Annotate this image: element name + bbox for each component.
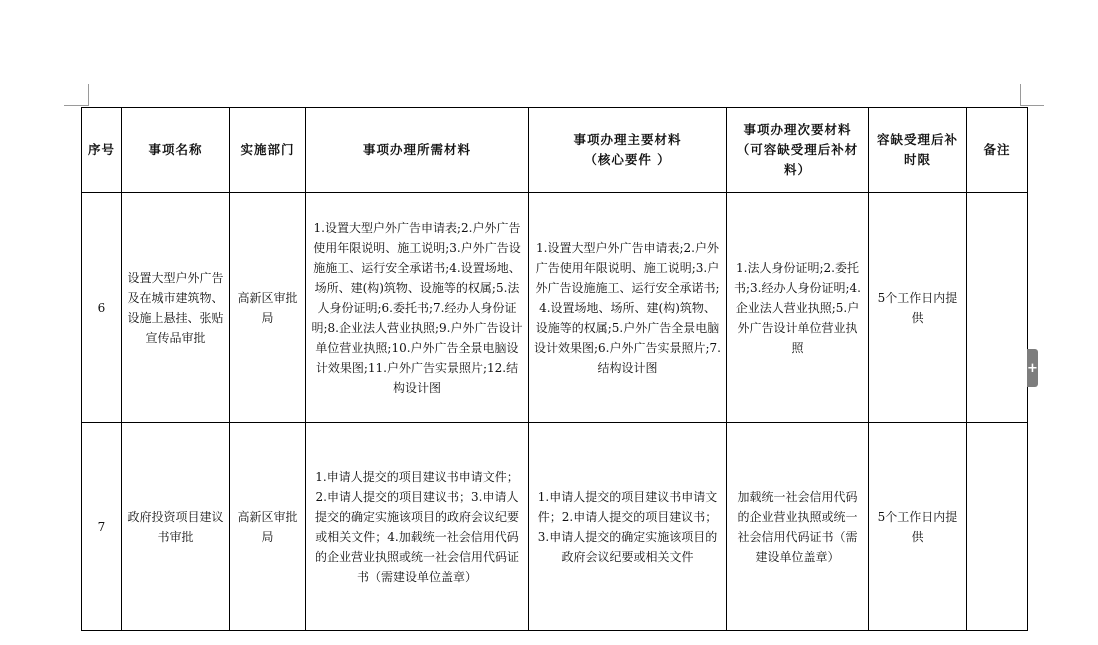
header-main-line1: 事项办理主要材料 xyxy=(573,132,682,147)
cell-dept: 高新区审批局 xyxy=(230,193,306,423)
header-main xyxy=(529,108,727,193)
crop-mark-top-left-v xyxy=(88,84,89,106)
plus-icon: + xyxy=(1027,360,1038,376)
cell-remark xyxy=(967,423,1028,631)
header-secondary-line1: 事项办理次要材料 xyxy=(743,122,852,137)
header-remark: 备注 xyxy=(967,108,1028,193)
table-row xyxy=(82,193,1028,423)
header-name: 事项名称 xyxy=(122,108,230,193)
crop-mark-top-right-h xyxy=(1020,105,1044,106)
cell-main: 1.设置大型户外广告申请表;2.户外广告使用年限说明、施工说明;3.户外广告设施施工、运行安全承诺书;4.设置场地、场所、建(构)筑物、设施等的权属;5.户外广告全景电脑设计效果图;6.户外广告实景照片;7.结构设计图 xyxy=(529,193,727,423)
table-row xyxy=(82,423,1028,631)
cell-seq: 6 xyxy=(82,193,122,423)
expand-side-panel-button[interactable] xyxy=(1027,349,1038,387)
table-header-row xyxy=(82,108,1028,193)
cell-required: 1.申请人提交的项目建议书申请文件；2.申请人提交的项目建议书；3.申请人提交的确定实施该项目的政府会议纪要或相关文件；4.加载统一社会信用代码的企业营业执照或统一社会信用代码证书（需建设单位盖章） xyxy=(306,423,529,631)
header-secondary-line2: （可容缺受理后补材料） xyxy=(736,142,859,177)
header-main-line2: （核心要件 ） xyxy=(584,152,671,167)
header-secondary xyxy=(727,108,869,193)
header-deadline: 容缺受理后补时限 xyxy=(869,108,967,193)
cell-secondary: 加载统一社会信用代码的企业营业执照或统一社会信用代码证书（需建设单位盖章） xyxy=(727,423,869,631)
cell-seq: 7 xyxy=(82,423,122,631)
cell-remark xyxy=(967,193,1028,423)
cell-deadline: 5个工作日内提供 xyxy=(869,193,967,423)
header-seq: 序号 xyxy=(82,108,122,193)
cell-required: 1.设置大型户外广告申请表;2.户外广告使用年限说明、施工说明;3.户外广告设施施工、运行安全承诺书;4.设置场地、场所、建(构)筑物、设施等的权属;5.法人身份证明;6.委托书;7.经办人身份证明;8.企业法人营业执照;9.户外广告设计单位营业执照;10.户外广告全景电脑设计效果图;11.户外广告实景照片;12.结构设计图 xyxy=(306,193,529,423)
cell-name: 设置大型户外广告及在城市建筑物、设施上悬挂、张贴宣传品审批 xyxy=(122,193,230,423)
approval-materials-table xyxy=(81,107,1028,631)
cell-name: 政府投资项目建议书审批 xyxy=(122,423,230,631)
cell-secondary: 1.法人身份证明;2.委托书;3.经办人身份证明;4.企业法人营业执照;5.户外广告设计单位营业执照 xyxy=(727,193,869,423)
header-dept: 实施部门 xyxy=(230,108,306,193)
crop-mark-top-left-h xyxy=(64,105,88,106)
cell-main: 1.申请人提交的项目建议书申请文件；2.申请人提交的项目建议书；3.申请人提交的确定实施该项目的政府会议纪要或相关文件 xyxy=(529,423,727,631)
header-required: 事项办理所需材料 xyxy=(306,108,529,193)
crop-mark-top-right-v xyxy=(1020,84,1021,106)
cell-dept: 高新区审批局 xyxy=(230,423,306,631)
cell-deadline: 5个工作日内提供 xyxy=(869,423,967,631)
